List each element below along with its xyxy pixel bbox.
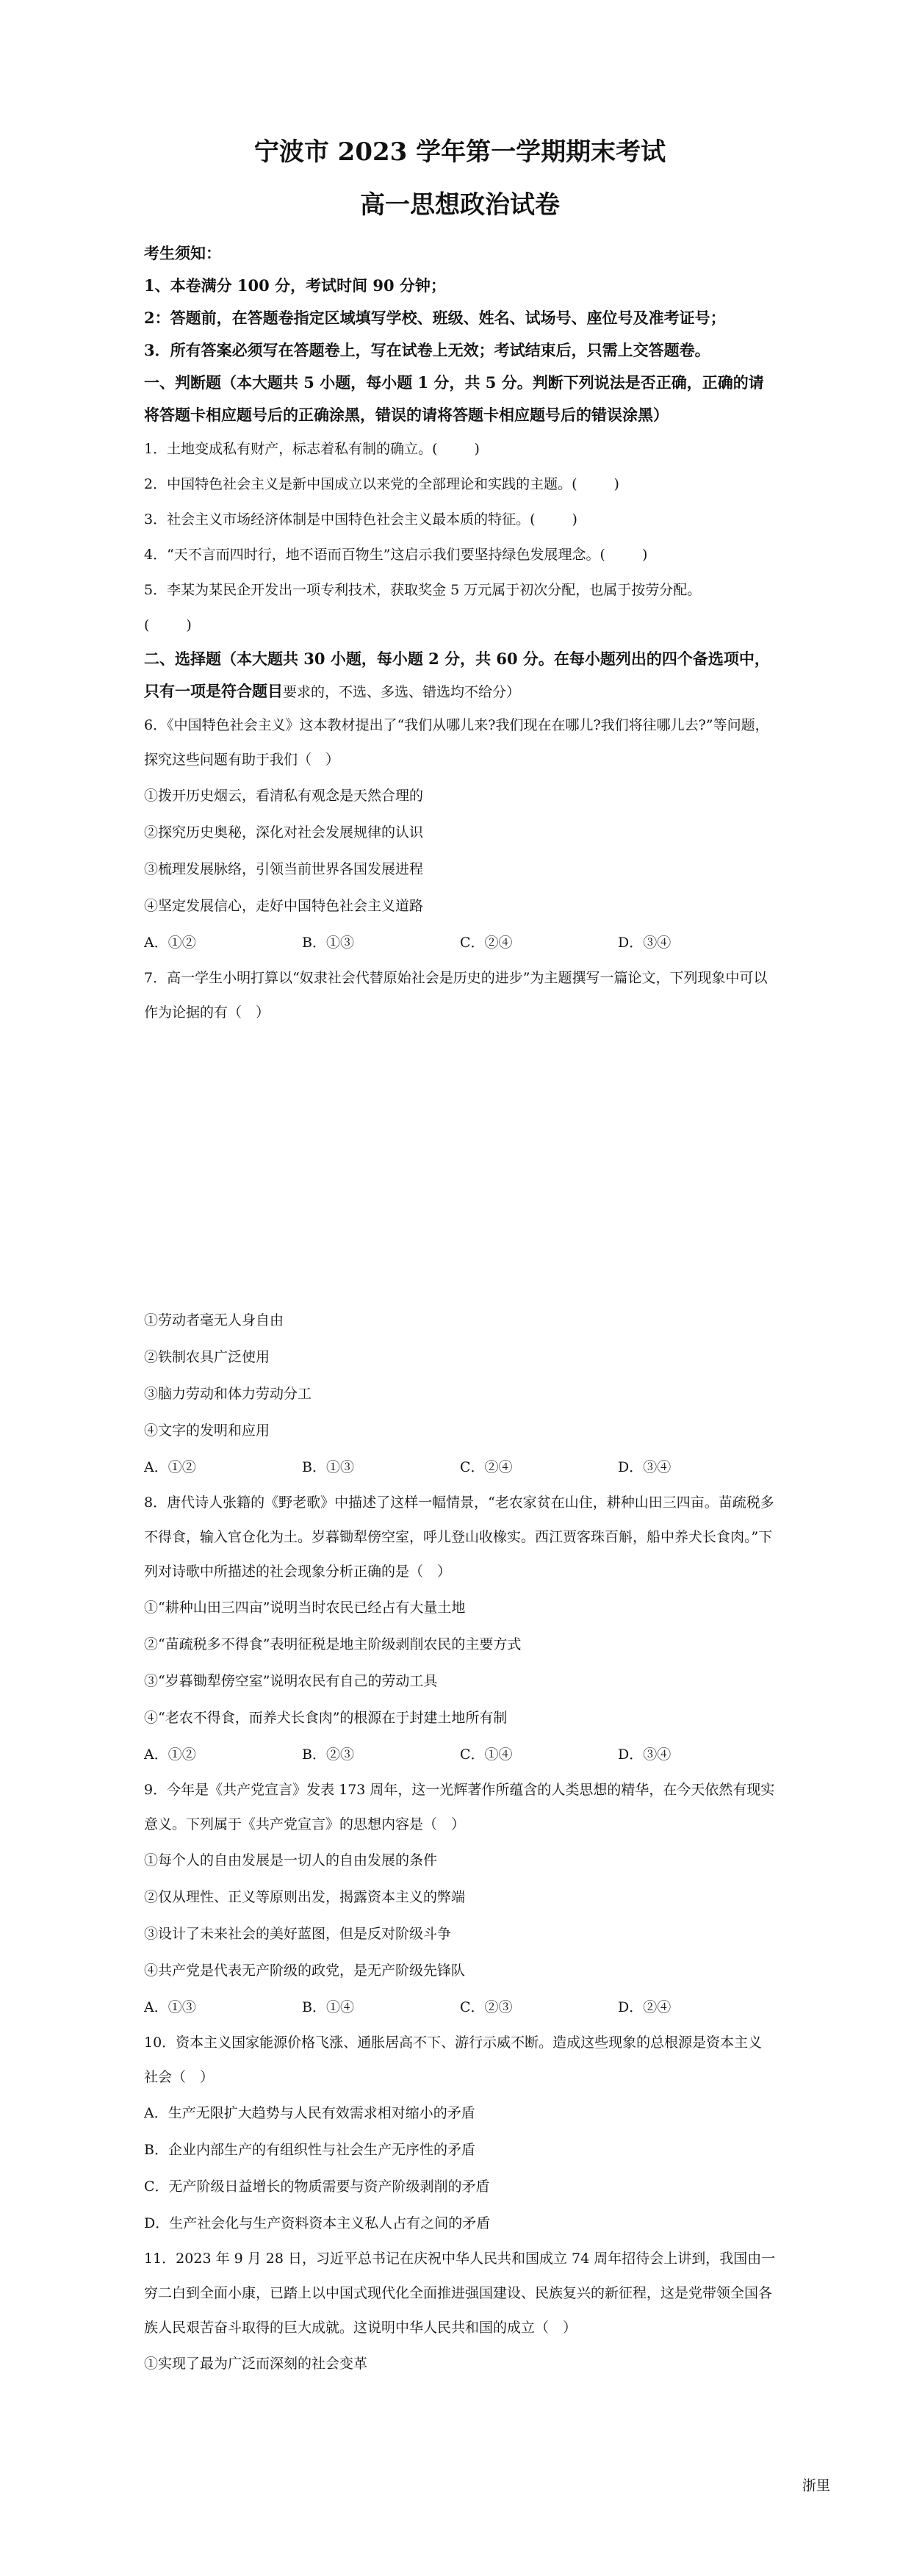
choice-a: A．①② — [144, 935, 196, 951]
statement-option: ①拨开历史烟云，看清私有观念是天然合理的 — [144, 788, 424, 804]
choice-c: C．②③ — [460, 1999, 513, 2015]
question-7 — [144, 961, 776, 1486]
statement-option: ④“老农不得食，而养犬长食肉”的根源在于封建土地所有制 — [144, 1710, 508, 1726]
question-9 — [144, 1773, 776, 2026]
exam-title: 宁波市 2023 学年第一学期期末考试 — [253, 137, 666, 167]
statement-option: ④文字的发明和应用 — [144, 1422, 270, 1439]
judgement-question: 3．社会主义市场经济体制是中国特色社会主义最本质的特征。( ) — [144, 511, 577, 528]
question-stem: 6．《中国特色社会主义》这本教材提出了“我们从哪儿来?我们现在在哪儿?我们将往哪儿去?”等问题，探究这些问题有助于我们（ ） — [144, 717, 769, 768]
statement-option: ①实现了最为广泛而深刻的社会变革 — [144, 2356, 368, 2372]
notice-heading: 考生须知： — [144, 244, 221, 262]
blank-space — [144, 1030, 776, 1302]
choice-d: D．②④ — [618, 1999, 671, 2015]
choice-b: B．①③ — [302, 1459, 354, 1475]
choice-c: C．②④ — [460, 935, 513, 951]
choice-d: D．③④ — [618, 1459, 671, 1475]
statement-option: ①“耕种山田三四亩”说明当时农民已经占有大量土地 — [144, 1600, 466, 1616]
choice-b: B．②③ — [302, 1746, 354, 1763]
section2-heading: 二、选择题（本大题共 30 小题，每小题 2 分，共 60 分。在每小题列出的四个备选项中，只有一项是符合题目要求的，不选、多选、错选均不给分） — [144, 650, 770, 700]
choice-d: D．③④ — [618, 1746, 671, 1763]
notice-item: 2：答题前，在答题卷指定区域填写学校、班级、姓名、试场号、座位号及准考证号； — [144, 309, 726, 327]
statement-option: ②仅从理性、正义等原则出发，揭露资本主义的弊端 — [144, 1889, 466, 1905]
question-11 — [144, 2242, 776, 2382]
choice-b: B．①③ — [302, 935, 354, 951]
answer-choices — [144, 1989, 776, 2026]
section-judgement — [144, 367, 776, 643]
statement-option: ④坚定发展信心，走好中国特色社会主义道路 — [144, 898, 424, 914]
judgement-question: 1．土地变成私有财产，标志着私有制的确立。( ) — [144, 441, 480, 457]
page-footer: 浙里 — [802, 2478, 830, 2494]
choice-d: D．③④ — [618, 935, 671, 951]
question-stem: 10．资本主义国家能源价格飞涨、通胀居高不下、游行示威不断。造成这些现象的总根源是资本主义社会（ ） — [144, 2034, 763, 2085]
choice-a: A．①③ — [144, 1999, 196, 2015]
notice-item: 3．所有答案必须写在答题卷上，写在试卷上无效；考试结束后，只需上交答题卷。 — [144, 341, 710, 359]
notice-item: 1、本卷满分 100 分，考试时间 90 分钟； — [144, 276, 446, 295]
judgement-question: 5．李某为某民企开发出一项专利技术，获取奖金 5 万元属于初次分配，也属于按劳分配。 — [144, 582, 702, 598]
choice-b: B．①④ — [302, 1999, 354, 2015]
statement-option: ②“苗疏税多不得食”表明征税是地主阶级剥削农民的主要方式 — [144, 1636, 522, 1652]
exam-subtitle: 高一思想政治试卷 — [360, 190, 560, 220]
statement-option: ①每个人的自由发展是一切人的自由发展的条件 — [144, 1852, 438, 1868]
choice-option: D．生产社会化与生产资料资本主义私人占有之间的矛盾 — [144, 2215, 491, 2231]
question-stem: 9．今年是《共产党宣言》发表 173 周年，这一光辉著作所蕴含的人类思想的精华，在今天依然有现实意义。下列属于《共产党宣言》的思想内容是（ ） — [144, 1782, 775, 1832]
judgement-question: 2．中国特色社会主义是新中国成立以来党的全部理论和实践的主题。( ) — [144, 476, 619, 492]
statement-option: ②探究历史奥秘，深化对社会发展规律的认识 — [144, 824, 424, 841]
notice — [144, 237, 776, 367]
choice-c: C．①④ — [460, 1746, 513, 1763]
question-stem: 8．唐代诗人张籍的《野老歌》中描述了这样一幅情景，“老农家贫在山住，耕种山田三四亩。苗疏税多不得食，输入官仓化为土。岁暮锄犁傍空室，呼儿登山收橡实。西江贾客珠百斛，船中养犬长食肉。”下列对诗歌中所描述的社会现象分析正确的是（ ） — [144, 1494, 774, 1580]
exam-content — [144, 136, 776, 2382]
answer-choices — [144, 924, 776, 961]
choice-a: A．①② — [144, 1746, 196, 1763]
choice-a: A．①② — [144, 1459, 196, 1475]
choice-option: C．无产阶级日益增长的物质需要与资产阶级剥削的矛盾 — [144, 2179, 490, 2195]
question-stem: 11．2023 年 9 月 28 日，习近平总书记在庆祝中华人民共和国成立 74 周年招待会上讲到，我国由一穷二白到全面小康，已踏上以中国式现代化全面推进强国建设、民族复兴的新征程，这是党带领全国各族人民艰苦奋斗取得的巨大成就。这说明中华人民共和国的成立（ ） — [144, 2251, 776, 2336]
question-stem: 7．高一学生小明打算以“奴隶社会代替原始社会是历史的进步”为主题撰写一篇论文，下列现象中可以作为论据的有（ ） — [144, 970, 768, 1021]
question-10 — [144, 2026, 776, 2242]
judgement-answer-blank: ( ) — [144, 617, 192, 633]
choice-c: C．②④ — [460, 1459, 513, 1475]
section-choice — [144, 643, 776, 2382]
section1-heading: 一、判断题（本大题共 5 小题，每小题 1 分，共 5 分。判断下列说法是否正确，正确的请将答题卡相应题号后的正确涂黑，错误的请将答题卡相应题号后的错误涂黑） — [144, 373, 764, 424]
answer-choices — [144, 1736, 776, 1773]
question-6 — [144, 708, 776, 961]
statement-option: ③设计了未来社会的美好蓝图，但是反对阶级斗争 — [144, 1926, 452, 1942]
statement-option: ①劳动者毫无人身自由 — [144, 1312, 284, 1328]
judgement-question: 4．“天不言而四时行，地不语而百物生”这启示我们要坚持绿色发展理念。( ) — [144, 547, 648, 563]
statement-option: ③“岁暮锄犁傍空室”说明农民有自己的劳动工具 — [144, 1673, 438, 1689]
statement-option: ②铁制农具广泛使用 — [144, 1349, 270, 1365]
statement-option: ③梳理发展脉络，引领当前世界各国发展进程 — [144, 861, 424, 877]
choice-option: B．企业内部生产的有组织性与社会生产无序性的矛盾 — [144, 2142, 475, 2158]
statement-option: ④共产党是代表无产阶级的政党，是无产阶级先锋队 — [144, 1962, 466, 1979]
statement-option: ③脑力劳动和体力劳动分工 — [144, 1386, 312, 1402]
choice-option: A．生产无限扩大趋势与人民有效需求相对缩小的矛盾 — [144, 2105, 475, 2121]
answer-choices — [144, 1449, 776, 1486]
question-8 — [144, 1486, 776, 1773]
